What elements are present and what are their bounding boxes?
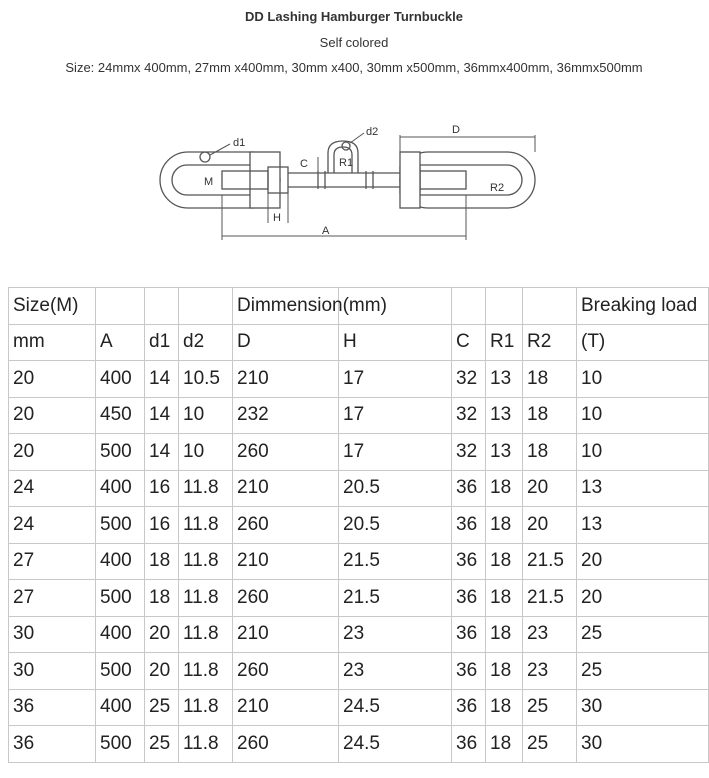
table-cell: 24 [9,507,96,544]
table-cell: 13 [486,397,523,434]
table-cell: 13 [577,507,709,544]
table-cell: 500 [96,507,145,544]
table-cell: 18 [145,580,179,617]
table-cell: 16 [145,507,179,544]
table-cell: 21.5 [523,543,577,580]
table-row [9,470,709,507]
table-cell: 500 [96,726,145,763]
table-header-cell: d2 [179,324,233,361]
table-cell: 20.5 [339,507,452,544]
table-header-cell: (T) [577,324,709,361]
table-cell: 20 [523,470,577,507]
table-cell: 18 [486,616,523,653]
table-row [9,726,709,763]
table-cell: 20 [145,616,179,653]
table-cell: 400 [96,616,145,653]
table-header-cell: Dimmension(mm) [233,288,339,325]
table-cell: 18 [523,434,577,471]
table-cell: 36 [452,543,486,580]
finish-subtitle: Self colored [319,35,389,50]
table-cell: 18 [523,397,577,434]
label-d1: d1 [233,137,246,149]
table-header-cell: mm [9,324,96,361]
table-cell: 10 [179,434,233,471]
label-R1: R1 [339,157,354,169]
table-cell: 18 [486,580,523,617]
table-cell: 27 [9,580,96,617]
table-cell: 18 [486,470,523,507]
label-D: D [452,124,460,136]
table-cell: 25 [577,653,709,690]
table-cell: 32 [452,361,486,398]
spec-table [8,287,709,763]
table-cell: 36 [452,507,486,544]
table-cell: 17 [339,361,452,398]
table-row [9,580,709,617]
table-cell: 24 [9,470,96,507]
table-row [9,616,709,653]
table-cell: 23 [523,653,577,690]
label-R2: R2 [490,182,505,194]
table-cell: 25 [523,689,577,726]
table-header-cell: d1 [145,324,179,361]
table-cell: 36 [452,653,486,690]
table-cell: 36 [452,580,486,617]
table-cell: 14 [145,361,179,398]
table-cell: 36 [452,616,486,653]
table-cell: 18 [486,507,523,544]
table-cell: 210 [233,689,339,726]
table-cell: 210 [233,361,339,398]
table-cell: 20 [9,434,96,471]
table-cell: 11.8 [179,689,233,726]
table-cell: 13 [577,470,709,507]
table-header-cell [179,288,233,325]
table-cell: 17 [339,434,452,471]
table-cell: 24.5 [339,726,452,763]
table-cell: 11.8 [179,616,233,653]
table-cell: 36 [452,689,486,726]
table-cell: 21.5 [339,543,452,580]
table-cell: 210 [233,616,339,653]
table-cell: 36 [452,726,486,763]
table-row [9,507,709,544]
table-header-cell: D [233,324,339,361]
table-cell: 36 [9,726,96,763]
table-cell: 20 [9,397,96,434]
table-cell: 17 [339,397,452,434]
table-header-cell [452,288,486,325]
table-cell: 30 [9,653,96,690]
table-cell: 10.5 [179,361,233,398]
table-header-cell: A [96,324,145,361]
table-header-cell: H [339,324,452,361]
table-cell: 10 [577,361,709,398]
table-cell: 30 [577,726,709,763]
table-cell: 260 [233,726,339,763]
label-H: H [273,212,281,224]
table-header-row [9,288,709,325]
table-cell: 25 [145,689,179,726]
table-header-cell: R2 [523,324,577,361]
table-cell: 21.5 [339,580,452,617]
table-cell: 10 [179,397,233,434]
table-cell: 11.8 [179,470,233,507]
spec-table-container [8,287,698,778]
table-cell: 20 [145,653,179,690]
table-cell: 25 [577,616,709,653]
table-header-cell: C [452,324,486,361]
table-cell: 23 [339,616,452,653]
table-cell: 25 [523,726,577,763]
table-cell: 30 [577,689,709,726]
table-cell: 18 [523,361,577,398]
table-cell: 18 [486,543,523,580]
table-cell: 500 [96,580,145,617]
table-row [9,361,709,398]
table-cell: 16 [145,470,179,507]
table-header-cell [523,288,577,325]
table-header-cell [486,288,523,325]
table-cell: 260 [233,434,339,471]
table-cell: 25 [145,726,179,763]
table-cell: 20.5 [339,470,452,507]
table-cell: 36 [9,689,96,726]
table-cell: 400 [96,361,145,398]
table-cell: 30 [9,616,96,653]
table-cell: 36 [452,470,486,507]
table-cell: 27 [9,543,96,580]
table-cell: 23 [523,616,577,653]
table-cell: 260 [233,507,339,544]
table-cell: 18 [145,543,179,580]
table-cell: 14 [145,397,179,434]
turnbuckle-drawing [150,115,550,245]
table-row [9,543,709,580]
table-row [9,653,709,690]
table-cell: 11.8 [179,726,233,763]
table-cell: 11.8 [179,507,233,544]
table-cell: 18 [486,653,523,690]
table-cell: 32 [452,397,486,434]
table-cell: 20 [577,543,709,580]
table-cell: 20 [577,580,709,617]
table-cell: 500 [96,653,145,690]
table-cell: 260 [233,580,339,617]
table-cell: 21.5 [523,580,577,617]
table-cell: 32 [452,434,486,471]
table-header-cell: Size(M) [9,288,96,325]
table-cell: 18 [486,726,523,763]
table-cell: 500 [96,434,145,471]
table-cell: 450 [96,397,145,434]
table-cell: 210 [233,543,339,580]
table-cell: 14 [145,434,179,471]
table-header-cell: Breaking load [577,288,709,325]
table-cell: 400 [96,470,145,507]
table-cell: 10 [577,434,709,471]
table-cell: 20 [9,361,96,398]
table-header-cell [145,288,179,325]
table-cell: 11.8 [179,653,233,690]
table-row [9,689,709,726]
table-cell: 10 [577,397,709,434]
table-row [9,397,709,434]
table-cell: 11.8 [179,543,233,580]
table-cell: 13 [486,361,523,398]
table-cell: 24.5 [339,689,452,726]
table-cell: 20 [523,507,577,544]
page-title: DD Lashing Hamburger Turnbuckle [245,9,463,24]
table-cell: 210 [233,470,339,507]
size-list: Size: 24mmx 400mm, 27mm x400mm, 30mm x400, 30mm x500mm, 36mmx400mm, 36mmx500mm [65,60,643,75]
table-header-cell [96,288,145,325]
table-cell: 11.8 [179,580,233,617]
table-cell: 23 [339,653,452,690]
table-cell: 18 [486,689,523,726]
table-row [9,434,709,471]
table-cell: 232 [233,397,339,434]
table-header-cell: R1 [486,324,523,361]
label-M: M [204,176,214,188]
label-d2: d2 [366,126,379,138]
table-cell: 260 [233,653,339,690]
label-C: C [300,158,308,170]
label-A: A [322,225,330,237]
table-cell: 13 [486,434,523,471]
table-cell: 400 [96,689,145,726]
table-cell: 400 [96,543,145,580]
table-header-row [9,324,709,361]
